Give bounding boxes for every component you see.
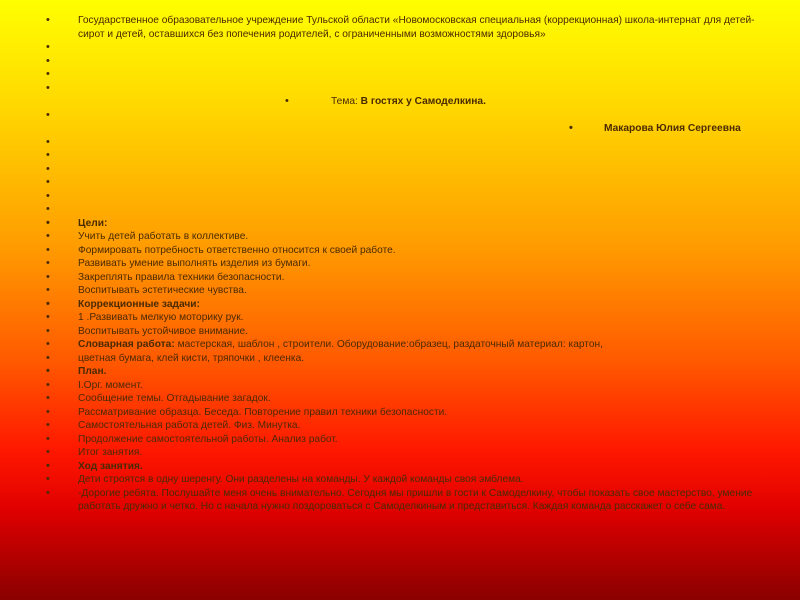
- topic-line: [46, 95, 766, 109]
- topic-title: В гостях у Самоделкина.: [360, 96, 486, 107]
- empty-bullet: [46, 163, 766, 177]
- topic-label: Тема:: [331, 96, 358, 107]
- author: • Макарова Юлия Сергеевна: [46, 122, 766, 136]
- correction-heading: • Коррекционные задачи:: [46, 298, 766, 312]
- lesson-item: • Дети строятся в одну шеренгу. Они разделены на команды. У каждой команды своя эмблема.: [46, 473, 766, 487]
- lesson-heading: • Ход занятия.: [46, 460, 766, 474]
- plan-item: • Рассматривание образца. Беседа. Повторение правил техники безопасности.: [46, 406, 766, 420]
- goals-heading: • Цели:: [46, 217, 766, 231]
- empty-bullet: [46, 190, 766, 204]
- goal-item: • Развивать умение выполнять изделия из бумаги.: [46, 257, 766, 271]
- vocab-line: [46, 338, 766, 352]
- plan-item: • Продолжение самостоятельной работы. Анализ работ.: [46, 433, 766, 447]
- bullet-list: [46, 14, 766, 514]
- vocab-text: мастерская, шаблон , строители. Оборудование:образец, раздаточный материал: картон,: [177, 339, 603, 350]
- header-text: • Государственное образовательное учреждение Тульской области «Новомосковская специальная (коррекционная) школа-интернат для детей-сирот и детей, оставшихся без попечения родителей, с ограниченными возможностями здоровья»: [46, 14, 766, 41]
- vocab-line-2: • цветная бумага, клей кисти, тряпочки , клеенка.: [46, 352, 766, 366]
- empty-bullet: [46, 149, 766, 163]
- empty-bullet: [46, 55, 766, 69]
- vocab-label: Словарная работа:: [78, 339, 175, 350]
- goal-item: • Воспитывать эстетические чувства.: [46, 284, 766, 298]
- empty-bullet: [46, 68, 766, 82]
- correction-item: • 1 .Развивать мелкую моторику рук.: [46, 311, 766, 325]
- empty-bullet: [46, 41, 766, 55]
- empty-bullet: [46, 176, 766, 190]
- plan-item: • I.Орг. момент.: [46, 379, 766, 393]
- lesson-item: • -Дорогие ребята. Послушайте меня очень внимательно. Сегодня мы пришли в гости к Самоделкину, чтобы показать свое мастерство, умение работать дружно и четко. Но с начала нужно поздороваться с Самоделкиным и представиться. Каждая команда расскажет о себе сама.: [46, 487, 766, 514]
- plan-item: • Сообщение темы. Отгадывание загадок.: [46, 392, 766, 406]
- plan-heading: • План.: [46, 365, 766, 379]
- goal-item: • Формировать потребность ответственно относится к своей работе.: [46, 244, 766, 258]
- plan-item: • Самостоятельная работа детей. Физ. Минутка.: [46, 419, 766, 433]
- empty-bullet: [46, 109, 766, 123]
- goal-item: • Учить детей работать в коллективе.: [46, 230, 766, 244]
- empty-bullet: [46, 82, 766, 96]
- plan-item: • Итог занятия.: [46, 446, 766, 460]
- empty-bullet: [46, 203, 766, 217]
- goal-item: • Закреплять правила техники безопасности.: [46, 271, 766, 285]
- empty-bullet: [46, 136, 766, 150]
- correction-item: • Воспитывать устойчивое внимание.: [46, 325, 766, 339]
